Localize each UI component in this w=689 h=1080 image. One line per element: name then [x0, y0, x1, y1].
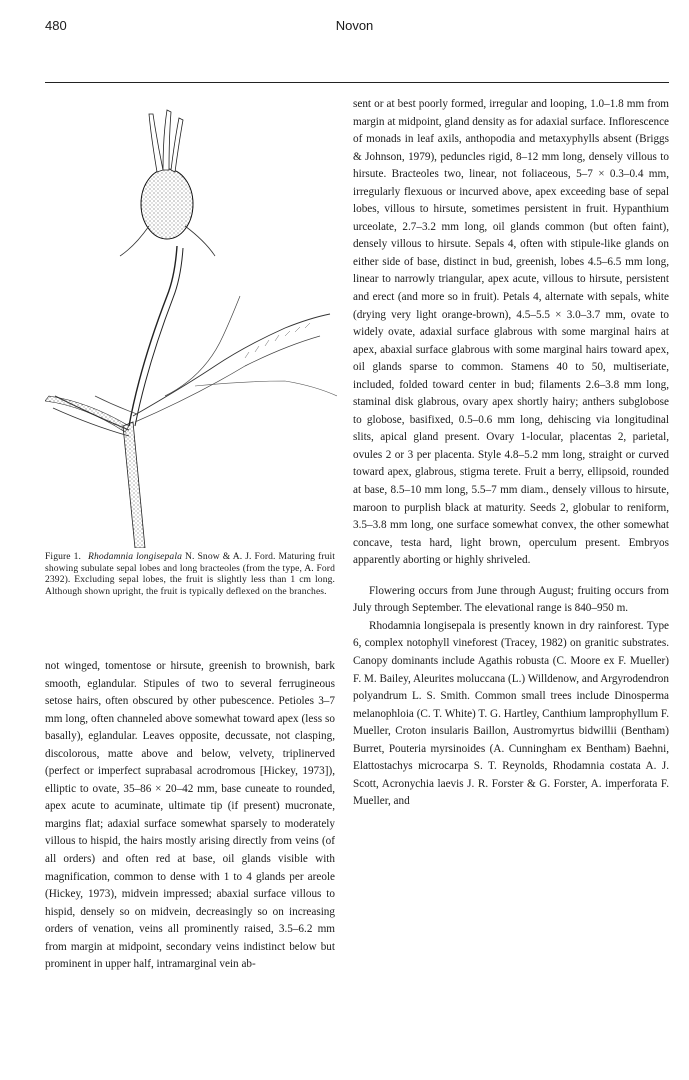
botanical-illustration — [45, 96, 337, 548]
habitat-paragraph: Rhodamnia longisepala is presently known in dry rainforest. Type 6, complex notophyll vineforest (Tracey, 1982) on granitic substrates. Canopy dominants include Agathis robusta (C. Moore ex F. Mueller) F. M. Bailey, Aleurites moluccana (L.) Willdenow, and Argyrodendron polyandrum L. S. Smith. Common small trees include Dinosperma melanophloia (C. T. White) T. G. Hartley, Canthium lamprophyllum F. Mueller, Croton insularis Baillon, Austromyrtus bidwillii (Bentham) Burret, Pouteria myrsinoides (A. Cunningham ex Bentham) Baehni, Elattostachys microcarpa S. T. Reynolds, Rhodamnia costata A. J. Scott, Acronychia laevis J. R. Forster & G. Forster, A. imperforata F. Mueller, and — [353, 619, 669, 808]
journal-title: Novon — [335, 18, 374, 33]
header-rule — [45, 82, 669, 83]
caption-label: Figure 1. — [45, 551, 82, 562]
description-continuation: sent or at best poorly formed, irregular and looping, 1.0–1.8 mm from margin at midpoint, gland density as for adaxial surface. Inflorescence of monads in leaf axils, anthopodia and metaxyphylls absent (Briggs & Johnson, 1979), peduncles rigid, 8–12 mm long, densely villous to hirsute. Bracteoles two, linear, not foliaceous, 5–7 × 0.3–0.4 mm, irregularly flexuous or incurved above, apex exceeding base of sepal lobes, villous to hirsute, sometimes persistent in fruit. Hypanthium urceolate, 2.7–3.2 mm long, oil glands common (but often faint), densely villous to hirsute. Sepals 4, often with stipule-like glands on either side of base, distinct in bud, greenish, lobes 4.5–6.5 mm long, linear to narrowly triangular, apex acute, villous to hirsute, persistent and erect (and more so in fruit). Petals 4, alternate with sepals, white (drying very light orange-brown), 4.5–5.5 × 3.0–3.7 mm, ovate to widely ovate, adaxial surface glabrous with some marginal hairs at apex, abaxial surface glabrous with some marginal hairs toward apex, oil glands sparse to common. Stamens 40 to 50, multiseriate, included, folded toward center in bud; filaments 2.6–3.8 mm long, staminal disk glabrous, ovary apex shortly hairy; anthers subglobose to globose, basifixed, 0.5–0.6 mm long, dehiscing via longitudinal slits, apical gland present. Ovary 1-locular, placentas 2, parietal, ovules 2 or 3 per placenta. Style 4.8–5.2 mm long, straight or curved toward apex, glabrous, stigma terete. Fruit a berry, ellipsoid, rounded at base, 8.5–10 mm long, 5.5–7 mm diam., densely villous to hirsute, maroon to purplish black at maturity. Seeds 2, globular to reniform, 3.5–3.8 mm long, one surface somewhat convex, the other somewhat concave, testa hard, light brown, operculum present. Embryos apparently aborting or highly shriveled. — [353, 98, 669, 567]
page-header — [45, 18, 664, 40]
description-paragraph: not winged, tomentose or hirsute, greenish to brownish, bark smooth, eglandular. Stipules of two to several ferrugineous setose hairs, often obscured by other pubescence. Petioles 3–7 mm long, often channeled above somewhat toward apex (less so basally), eglandular. Leaves opposite, decussate, not clasping, discolorous, matte above and below, velvety, triplinerved (perfect or imperfect suprabasal acrodromous [Hickey, 1973]), elliptic to ovate, 35–86 × 20–42 mm, base cuneate to rounded, apex acute to acuminate, ultimate tip (if present) mucronate, margins flat; adaxial surface somewhat sparsely to moderately villous to hispid, the hairs mostly arising directly from veins (of all orders) and often red at base, oil glands visible with magnification, common to dense with 1 to 4 glands per areole (Hickey, 1973), midvein impressed; abaxial surface villous to hispid, densely so on midvein, decreasingly so on increasing orders of venation, veins all prominently raised, 3.5–6.2 mm from margin at midpoint, secondary veins indistinct below but prominent in upper half, intramarginal vein ab- — [45, 660, 335, 971]
left-column — [45, 658, 335, 974]
phenology-paragraph: Flowering occurs from June through August; fruiting occurs from July through September. The elevational range is 840–950 m. — [353, 584, 669, 615]
caption-text: N. Snow & A. J. Ford. Maturing fruit showing subulate sepal lobes and long bracteoles (from the type, A. Ford 2392). Excluding sepal lobes, the fruit is slightly less than 1 cm long. Although shown upright, the fruit is typically deflexed on the branches. — [45, 551, 336, 597]
figure-caption — [45, 551, 335, 597]
page-number: 480 — [45, 18, 67, 33]
caption-species: Rhodamnia longisepala — [88, 551, 182, 562]
right-column — [353, 96, 669, 811]
